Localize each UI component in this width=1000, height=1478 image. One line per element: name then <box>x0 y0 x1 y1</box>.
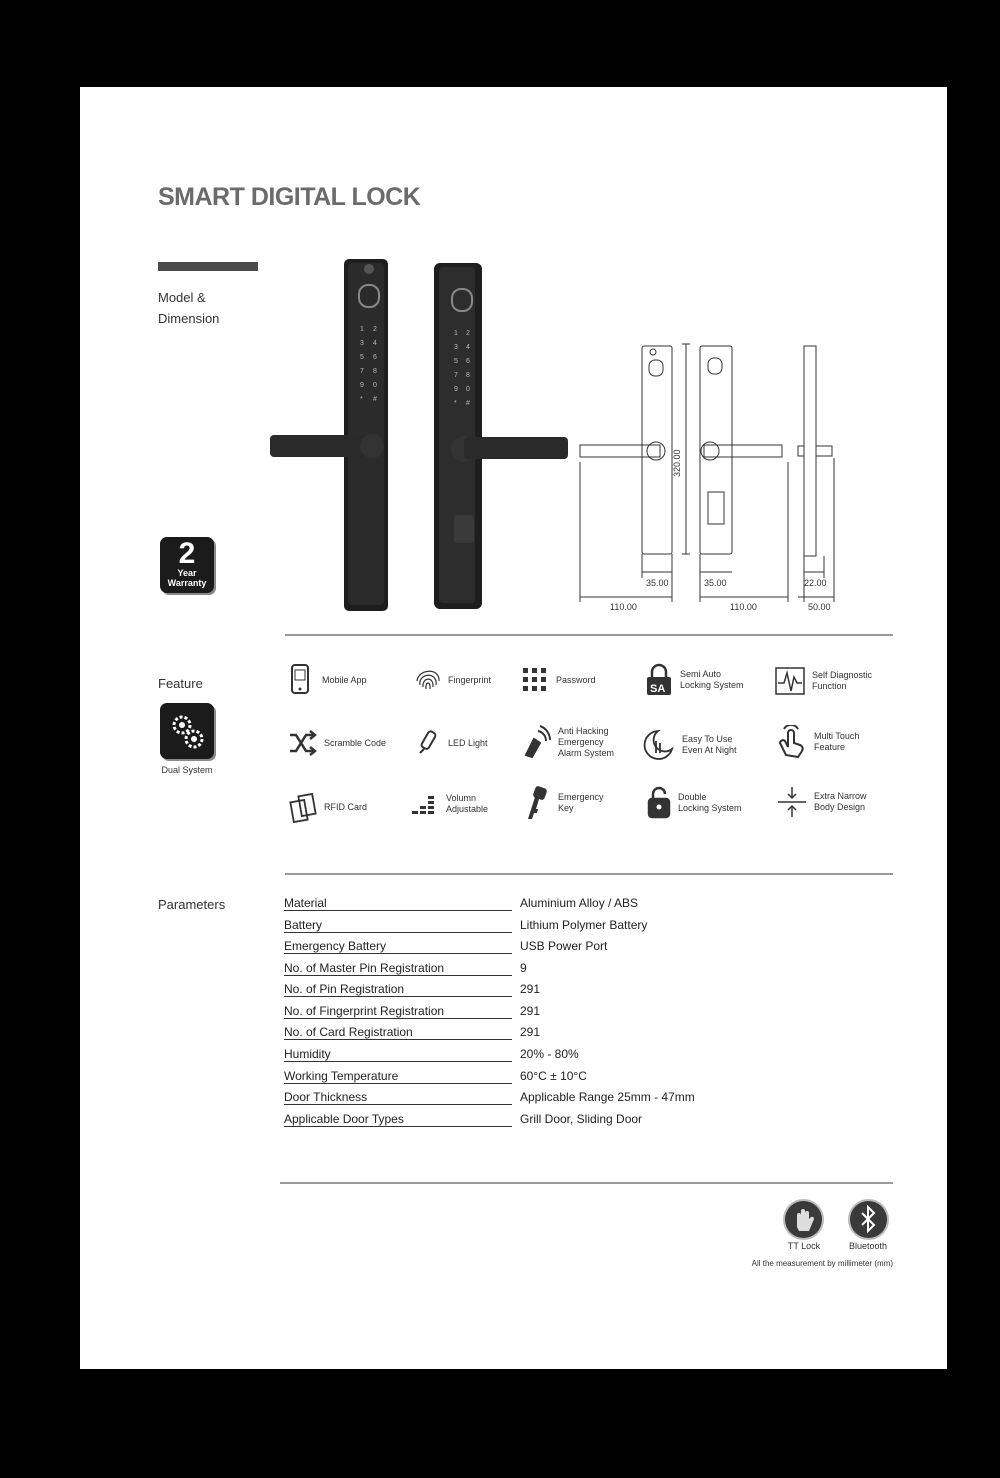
svg-text:3: 3 <box>360 340 364 347</box>
param-row: Working Temperature 60°C ± 10°C <box>284 1069 587 1083</box>
lock-handle-front <box>270 435 370 457</box>
scramble-code-icon <box>288 729 318 757</box>
spec-sheet <box>80 87 947 1369</box>
feature-scramble-code: Scramble Code <box>288 729 386 757</box>
svg-text:5: 5 <box>454 358 458 365</box>
gears-icon <box>160 703 214 759</box>
fingerprint-icon <box>414 665 442 695</box>
feature-emergency-key: Emergency Key <box>520 785 604 821</box>
feature-night-use: Easy To Use Even At Night <box>642 727 737 763</box>
measurement-footnote: All the measurement by millimeter (mm) <box>751 1259 893 1268</box>
product-photos <box>268 255 568 615</box>
svg-text:9: 9 <box>454 386 458 393</box>
dim-depth-a: 22.00 <box>804 578 827 588</box>
svg-text:*: * <box>454 400 457 407</box>
ttlock-label: TT Lock <box>787 1241 821 1251</box>
feature-volume: Volumn Adjustable <box>410 789 488 819</box>
narrow-body-icon <box>776 785 808 819</box>
volume-icon <box>410 789 440 819</box>
section-bar <box>158 262 258 271</box>
param-row: Humidity 20% - 80% <box>284 1047 579 1061</box>
svg-text:3: 3 <box>454 344 458 351</box>
password-keypad-icon <box>520 665 550 695</box>
bluetooth-icon <box>850 1201 887 1238</box>
page-title: SMART DIGITAL LOCK <box>158 183 421 211</box>
dimension-drawing <box>576 342 856 617</box>
dim-width-a: 35.00 <box>646 578 669 588</box>
mobile-app-icon <box>288 663 316 697</box>
bluetooth-label: Bluetooth <box>848 1241 888 1251</box>
param-row: No. of Pin Registration 291 <box>284 982 541 996</box>
semi-auto-lock-icon <box>644 663 674 697</box>
svg-text:2: 2 <box>373 326 377 333</box>
feature-fingerprint: Fingerprint <box>414 665 491 695</box>
svg-text:4: 4 <box>466 344 470 351</box>
param-row: Material Aluminium Alloy / ABS <box>284 896 639 910</box>
night-use-icon <box>642 727 676 763</box>
feature-narrow-body: Extra Narrow Body Design <box>776 785 867 819</box>
param-row: No. of Card Registration 291 <box>284 1025 541 1039</box>
parameters-label: Parameters <box>158 897 226 912</box>
svg-text:8: 8 <box>466 372 470 379</box>
feature-double-lock: Double Locking System <box>646 785 742 821</box>
svg-text:SA: SA <box>650 683 666 695</box>
svg-text:7: 7 <box>454 372 458 379</box>
bluetooth-badge <box>850 1201 887 1238</box>
svg-text:5: 5 <box>360 354 364 361</box>
param-row: Emergency Battery USB Power Port <box>284 939 608 953</box>
dual-system-badge <box>160 703 214 759</box>
dual-system-label: Dual System <box>161 765 213 775</box>
feature-semi-auto: SA Semi Auto Locking System <box>644 663 744 697</box>
svg-text:1: 1 <box>360 326 364 333</box>
svg-text:2: 2 <box>466 330 470 337</box>
multi-touch-icon <box>774 725 808 759</box>
svg-text:6: 6 <box>466 358 470 365</box>
param-row: No. of Master Pin Registration 9 <box>284 961 527 975</box>
svg-text:#: # <box>373 396 377 403</box>
divider-3 <box>280 1182 893 1184</box>
dim-total-b: 110.00 <box>730 602 757 612</box>
warranty-badge: 2 Year Warranty <box>160 537 214 593</box>
svg-text:4: 4 <box>373 340 377 347</box>
feature-rfid-card: RFID Card <box>288 791 367 823</box>
svg-text:7: 7 <box>360 368 364 375</box>
dim-height: 320.00 <box>672 449 682 477</box>
feature-multi-touch: Multi Touch Feature <box>774 725 859 759</box>
hand-icon <box>785 1201 822 1238</box>
ttlock-badge <box>785 1201 822 1238</box>
svg-text:6: 6 <box>373 354 377 361</box>
led-light-icon <box>414 727 442 759</box>
svg-text:9: 9 <box>360 382 364 389</box>
svg-text:0: 0 <box>466 386 470 393</box>
feature-label: Feature <box>158 676 203 691</box>
feature-led-light: LED Light <box>414 727 488 759</box>
emergency-key-icon <box>520 785 552 821</box>
lock-handle-side <box>464 437 568 459</box>
param-row: Battery Lithium Polymer Battery <box>284 918 648 932</box>
feature-self-diagnostic: Self Diagnostic Function <box>774 665 872 697</box>
svg-text:1: 1 <box>454 330 458 337</box>
divider-1 <box>285 634 893 636</box>
feature-password: Password <box>520 665 596 695</box>
dim-width-b: 35.00 <box>704 578 727 588</box>
model-dimension-label: Model & Dimension <box>158 290 220 326</box>
anti-hacking-icon <box>520 723 552 761</box>
feature-anti-hacking: Anti Hacking Emergency Alarm System <box>520 723 614 761</box>
param-row: Applicable Door Types Grill Door, Sliding Door <box>284 1112 643 1126</box>
dim-total-a: 110.00 <box>610 602 637 612</box>
double-lock-icon <box>646 785 672 821</box>
rfid-card-icon <box>288 791 318 823</box>
param-row: Door Thickness Applicable Range 25mm - 47mm <box>284 1090 695 1104</box>
feature-mobile-app: Mobile App <box>288 663 367 697</box>
svg-text:8: 8 <box>373 368 377 375</box>
dim-total-c: 50.00 <box>808 602 831 612</box>
param-row: No. of Fingerprint Registration 291 <box>284 1004 541 1018</box>
divider-2 <box>285 873 893 875</box>
svg-text:#: # <box>466 400 470 407</box>
svg-text:*: * <box>360 396 363 403</box>
self-diagnostic-icon <box>774 665 806 697</box>
svg-text:0: 0 <box>373 382 377 389</box>
